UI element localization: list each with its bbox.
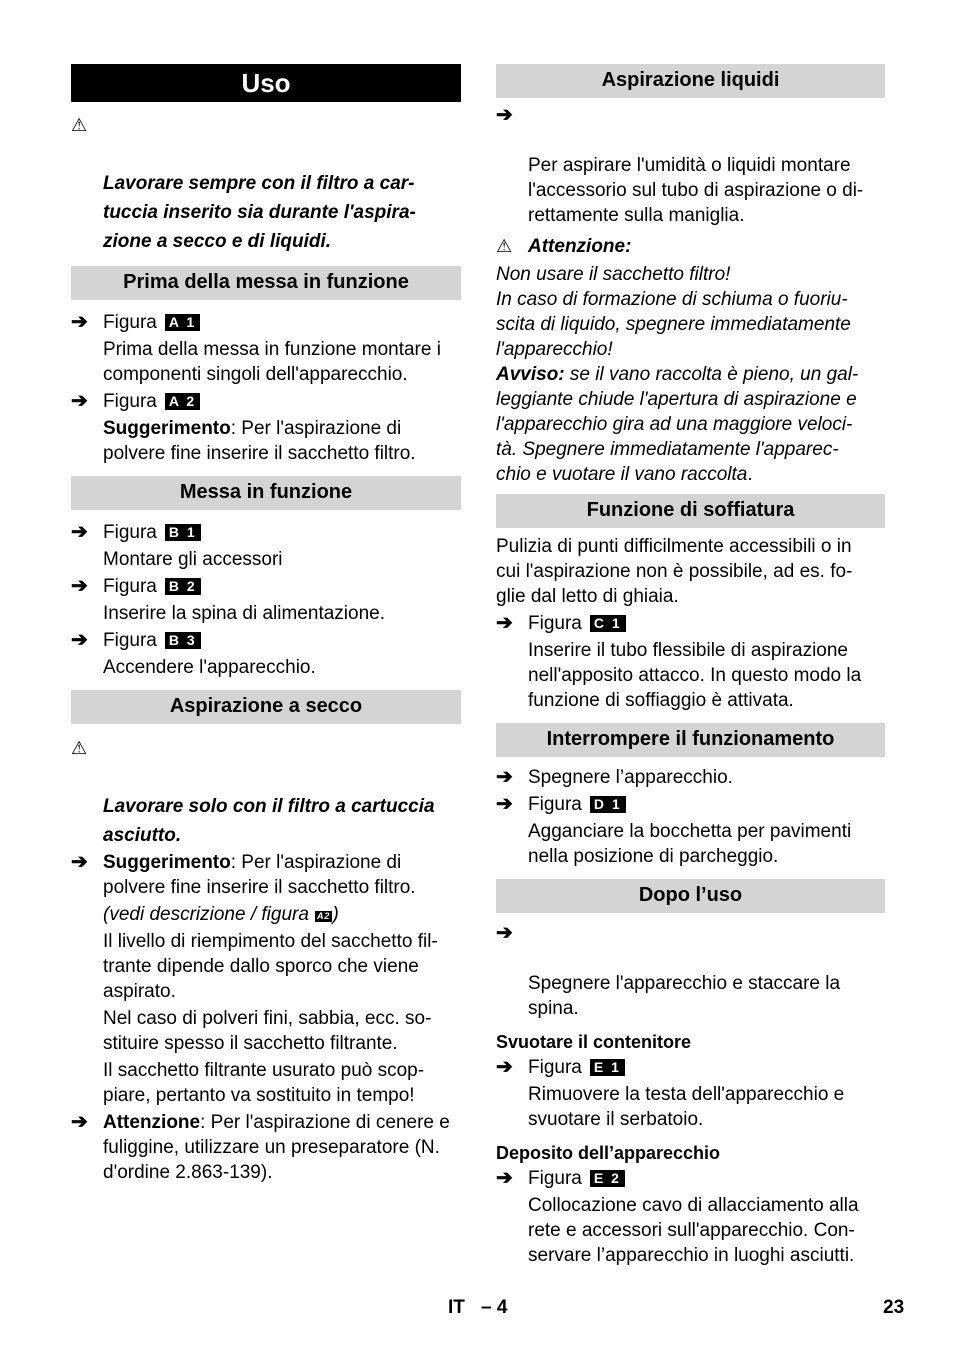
footer-lang: IT [448,1297,465,1318]
list-item: ➔ Figura C 1 [496,611,885,636]
subheading-svuotare: Svuotare il contenitore [496,1032,692,1052]
paragraph: Prima della messa in funzione montare i componenti singoli dell'apparecchio. [103,339,441,385]
subheading-deposito: Deposito dell’apparecchio [496,1143,721,1163]
section-title-uso: Uso [71,64,461,102]
warning-note: ⚠ Lavorare solo con il filtro a cartuccia asciutto. [71,734,461,850]
heading-secco: Aspirazione a secco [71,690,461,724]
heading-dopo: Dopo l’uso [496,879,885,913]
figure-badge-e2: E 2 [590,1170,625,1187]
paragraph: Il livello di riempimento del sacchetto fil- trante dipende dallo sporco che viene aspirato. [103,931,438,1002]
paragraph: Non usare il sacchetto filtro! In caso di formazione di schiuma o fuoriu- scita di liquido, spegnere immediatamente l'apparecchio! [496,264,851,360]
warning-note: ⚠ Attenzione: [496,236,632,257]
arrow-icon: ➔ [496,1167,513,1189]
list-item: ➔ Spegnere l’apparecchio. [496,766,733,788]
paragraph: Avviso: se il vano raccolta è pieno, un gal- leggiante chiude l'apertura di aspirazione e l'apparecchio gira ad una maggiore veloci- tà. Spegnere immediatamente l'apparec- chio e vuotare il vano raccolta. [496,364,859,485]
figure-badge-a1: A 1 [165,314,200,331]
arrow-icon: ➔ [71,1111,88,1133]
paragraph: Rimuovere la testa dell'apparecchio e svuotare il serbatoio. [528,1084,845,1130]
list-item: ➔ Spegnere l'apparecchio e staccare la spina. [496,922,841,1019]
heading-prima: Prima della messa in funzione [71,266,461,300]
list-item: ➔ Per aspirare l'umidità o liquidi montare l'accessorio sul tubo di aspirazione o di- rettamente sulla maniglia. [496,104,864,226]
arrow-icon: ➔ [496,612,513,634]
warning-icon: ⚠ [71,115,88,135]
paragraph: Inserire la spina di alimentazione. [103,603,385,624]
list-item: ➔ Figura B 2 [71,574,461,599]
warning-note: ⚠ Lavorare sempre con il filtro a car- tuccia inserito sia durante l'aspira- zione a secco e di liquidi. [71,111,461,256]
list-item: ➔ Figura B 3 [71,628,461,653]
figure-badge-a2: A 2 [165,393,200,410]
arrow-icon: ➔ [496,766,513,788]
figure-badge-a2-small: A2 [316,911,331,921]
paragraph: Montare gli accessori [103,549,283,570]
arrow-icon: ➔ [71,629,88,651]
paragraph: Il sacchetto filtrante usurato può scop- piare, pertanto va sostituito in tempo! [103,1060,425,1106]
list-item: ➔ Attenzione: Per l'aspirazione di cenere e fuliggine, utilizzare un preseparatore (N. d'ordine 2.863-139). [71,1111,450,1183]
list-item: ➔ Figura D 1 [496,792,885,817]
paragraph: Pulizia di punti difficilmente accessibili o in cui l'aspirazione non è possibile, ad es. fo- glie dal letto di ghiaia. [496,536,853,607]
figure-badge-b3: B 3 [165,632,201,649]
list-item: ➔ Figura E 1 [496,1055,885,1080]
warning-icon: ⚠ [71,738,88,758]
paragraph: Accendere l'apparecchio. [103,657,316,678]
heading-soffiatura: Funzione di soffiatura [496,494,885,528]
paragraph: (vedi descrizione / figura A2 ) [103,904,339,925]
arrow-icon: ➔ [71,521,88,543]
list-item: ➔ Figura A 1 [71,310,461,335]
left-column [71,64,461,1185]
arrow-icon: ➔ [71,851,88,873]
arrow-icon: ➔ [71,390,88,412]
paragraph: Agganciare la bocchetta per pavimenti nella posizione di parcheggio. [528,821,852,867]
paragraph: Suggerimento: Per l'aspirazione di polvere fine inserire il sacchetto filtro. [103,418,416,464]
arrow-icon: ➔ [496,793,513,815]
figure-badge-c1: C 1 [590,615,626,632]
paragraph: Nel caso di polveri fini, sabbia, ecc. so- stituire spesso il sacchetto filtrante. [103,1008,432,1054]
list-item: ➔ Figura B 1 [71,520,461,545]
list-item: ➔ Figura A 2 [71,389,461,414]
arrow-icon: ➔ [496,922,513,944]
arrow-icon: ➔ [496,1056,513,1078]
arrow-icon: ➔ [71,575,88,597]
list-item: ➔ Figura E 2 [496,1166,885,1191]
figure-badge-e1: E 1 [590,1059,625,1076]
page-number: 23 [883,1297,905,1318]
heading-messa: Messa in funzione [71,476,461,510]
warning-icon: ⚠ [496,236,513,256]
paragraph: Collocazione cavo di allacciamento alla rete e accessori sull'apparecchio. Con- servare l’apparecchio in luoghi asciutti. [528,1195,859,1266]
list-item: ➔ Suggerimento: Per l'aspirazione di polvere fine inserire il sacchetto filtro. [71,851,416,898]
figure-badge-d1: D 1 [590,796,626,813]
arrow-icon: ➔ [496,104,513,126]
paragraph: Inserire il tubo flessibile di aspirazione nell'apposito attacco. In questo modo la funzione di soffiaggio è attivata. [528,640,862,711]
arrow-icon: ➔ [71,311,88,333]
footer-section: – 4 [481,1297,508,1318]
figure-badge-b2: B 2 [165,578,201,595]
right-column [496,64,885,1268]
figure-badge-b1: B 1 [165,524,201,541]
heading-interrompere: Interrompere il funzionamento [496,723,885,757]
heading-liquidi: Aspirazione liquidi [496,64,885,98]
